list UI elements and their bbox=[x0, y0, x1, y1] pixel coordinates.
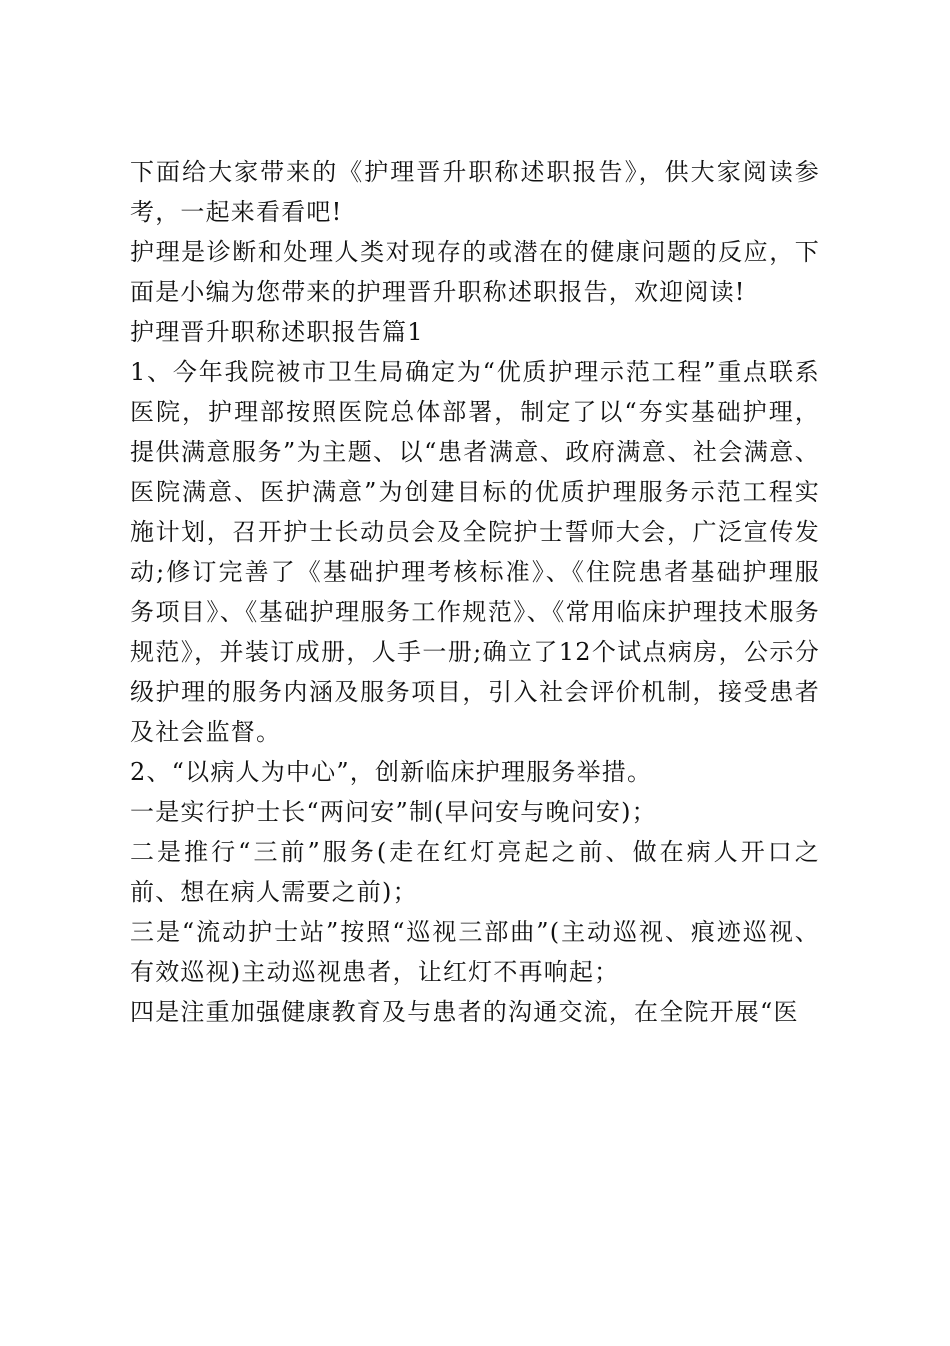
list-item-3: 三是“流动护士站”按照“巡视三部曲”(主动巡视、痕迹巡视、有效巡视)主动巡视患者，让红灯不再响起； bbox=[130, 918, 820, 986]
body-paragraph-2: 2、“以病人为中心”，创新临床护理服务举措。 bbox=[130, 758, 653, 786]
section-heading: 护理晋升职称述职报告篇1 bbox=[130, 318, 424, 346]
list-item-2: 二是推行“三前”服务(走在红灯亮起之前、做在病人开口之前、想在病人需要之前)； bbox=[130, 838, 820, 906]
definition-paragraph: 护理是诊断和处理人类对现存的或潜在的健康问题的反应，下面是小编为您带来的护理晋升职称述职报告，欢迎阅读! bbox=[130, 238, 820, 306]
intro-paragraph: 下面给大家带来的《护理晋升职称述职报告》，供大家阅读参考，一起来看看吧! bbox=[130, 158, 820, 226]
document-body bbox=[130, 152, 820, 1032]
list-item-4: 四是注重加强健康教育及与患者的沟通交流，在全院开展“医 bbox=[130, 998, 799, 1026]
list-item-1: 一是实行护士长“两问安”制(早问安与晚问安)； bbox=[130, 798, 657, 826]
body-paragraph-1: 1、今年我院被市卫生局确定为“优质护理示范工程”重点联系医院，护理部按照医院总体部署，制定了以“夯实基础护理，提供满意服务”为主题、以“患者满意、政府满意、社会满意、医院满意、医护满意”为创建目标的优质护理服务示范工程实施计划，召开护士长动员会及全院护士誓师大会，广泛宣传发动;修订完善了《基础护理考核标准》、《住院患者基础护理服务项目》、《基础护理服务工作规范》、《常用临床护理技术服务规范》，并装订成册，人手一册;确立了12个试点病房，公示分级护理的服务内涵及服务项目，引入社会评价机制，接受患者及社会监督。 bbox=[130, 358, 820, 746]
